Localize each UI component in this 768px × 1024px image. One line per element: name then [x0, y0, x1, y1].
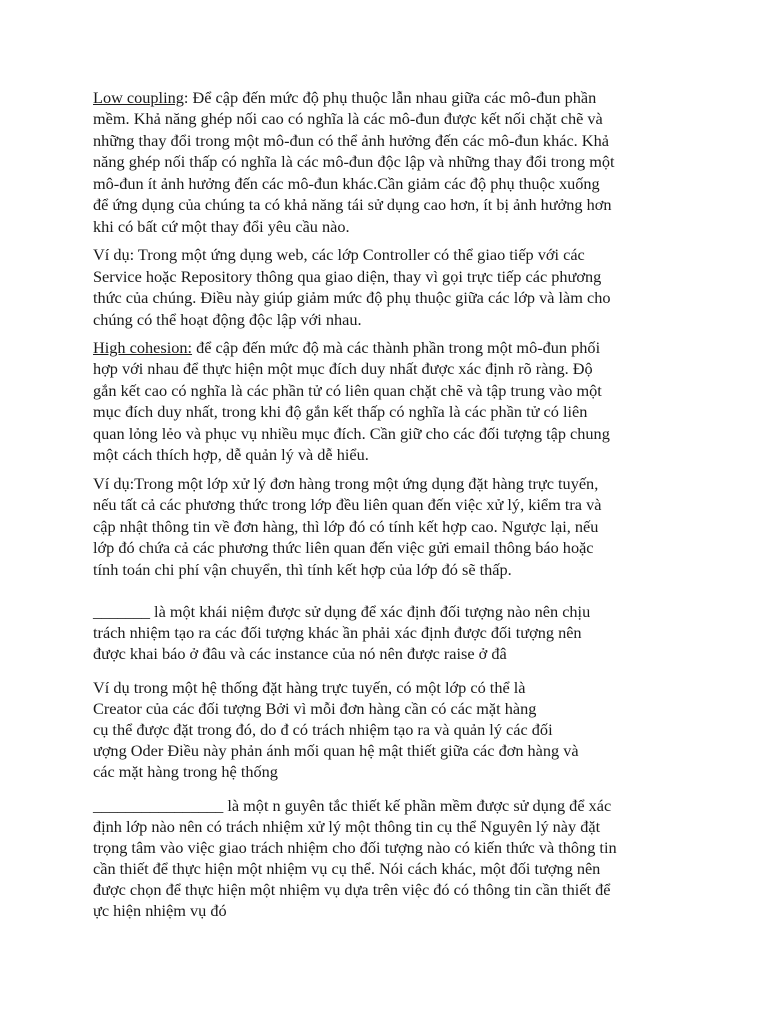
- paragraph-line: khi có bất cứ một thay đổi yêu cầu nào.: [93, 217, 350, 236]
- paragraph-line: Ví dụ trong một hệ thống đặt hàng trực tuyến, có một lớp có thể là: [93, 678, 526, 697]
- paragraph-line: quan lỏng lẻo và phục vụ nhiều mục đích. Cần giữ cho các đối tượng tập chung: [93, 424, 610, 443]
- paragraph-line: chúng có thể hoạt động độc lập với nhau.: [93, 310, 362, 329]
- paragraph-line: Ví dụ: Trong một ứng dụng web, các lớp Controller có thể giao tiếp với các: [93, 245, 585, 264]
- paragraph-line: High cohesion: để cập đến mức độ mà các thành phần trong một mô-đun phối: [93, 338, 601, 357]
- paragraph-line: định lớp nào nên có trách nhiệm xử lý một thông tin cụ thể Nguyên lý này đặt: [93, 817, 601, 836]
- paragraph-line: trọng tâm vào việc giao trách nhiệm cho đối tượng nào có kiến thức và thông tin: [93, 838, 617, 857]
- paragraph-line: gắn kết cao có nghĩa là các phần tử có liên quan chặt chẽ và tập trung vào một: [93, 381, 602, 400]
- paragraph-line: mô-đun ít ảnh hưởng đến các mô-đun khác.Cần giảm các độ phụ thuộc xuống: [93, 174, 600, 193]
- paragraph-line: một cách thích hợp, dễ quản lý và dễ hiểu.: [93, 445, 369, 464]
- paragraph-line: Service hoặc Repository thông qua giao diện, thay vì gọi trực tiếp các phương: [93, 267, 602, 286]
- paragraph-line: lớp đó chứa cả các phương thức liên quan đến việc gửi email thông báo hoặc: [93, 538, 594, 557]
- paragraph-line: cập nhật thông tin về đơn hàng, thì lớp đó có tính kết hợp cao. Ngược lại, nếu: [93, 517, 599, 536]
- paragraph-line: mềm. Khả năng ghép nối cao có nghĩa là các mô-đun được kết nối chặt chẽ và: [93, 109, 603, 128]
- paragraph-line: được chọn để thực hiện một nhiệm vụ dựa trên việc đó có thông tin cần thiết để: [93, 880, 611, 899]
- paragraph-line: để ứng dụng của chúng ta có khả năng tái sử dụng cao hơn, ít bị ảnh hưởng hơn: [93, 195, 612, 214]
- paragraph-line: cần thiết để thực hiện một nhiệm vụ cụ thể. Nói cách khác, một đối tượng nên: [93, 859, 601, 878]
- paragraph-line: năng ghép nối thấp có nghĩa là các mô-đun độc lập và những thay đổi trong một: [93, 152, 615, 171]
- paragraph-line: nếu tất cả các phương thức trong lớp đều liên quan đến việc xử lý, kiểm tra và: [93, 495, 602, 514]
- paragraph-line: được khai báo ở đâu và các instance của nó nên được raise ở đâ: [93, 644, 507, 663]
- paragraph-line: các mặt hàng trong hệ thống: [93, 762, 278, 781]
- paragraph-line: ực hiện nhiệm vụ đó: [93, 901, 227, 920]
- paragraph-line: trách nhiệm tạo ra các đối tượng khác ần phải xác định được đối tượng nên: [93, 623, 582, 642]
- term-high-cohesion: High cohesion:: [93, 338, 193, 357]
- paragraph-line: hợp với nhau để thực hiện một mục đích duy nhất được xác định rõ ràng. Độ: [93, 359, 593, 378]
- paragraph-line: thức của chúng. Điều này giúp giảm mức độ phụ thuộc giữa các lớp và làm cho: [93, 288, 611, 307]
- paragraph-line: tính toán chi phí vận chuyển, thì tính kết hợp của lớp đó sẽ thấp.: [93, 560, 512, 579]
- paragraph-line: _______ là một khái niệm được sử dụng để xác định đối tượng nào nên chịu: [93, 602, 591, 621]
- paragraph-line: ________________ là một n guyên tắc thiết kế phần mềm được sử dụng để xác: [93, 796, 612, 815]
- paragraph-line: Low coupling: Để cập đến mức độ phụ thuộc lẫn nhau giữa các mô-đun phần: [93, 88, 597, 107]
- paragraph-line: Creator của các đối tượng Bởi vì mỗi đơn hàng cần có các mặt hàng: [93, 699, 537, 718]
- paragraph-line: ượng Oder Điều này phản ánh mối quan hệ mật thiết giữa các đơn hàng và: [93, 741, 579, 760]
- paragraph-line: những thay đổi trong một mô-đun có thể ảnh hưởng đến các mô-đun khác. Khả: [93, 131, 609, 150]
- term-low-coupling: Low coupling: [93, 88, 184, 107]
- paragraph-line: cụ thể được đặt trong đó, do đ có trách nhiệm tạo ra và quản lý các đối: [93, 720, 553, 739]
- paragraph-line: mục đích duy nhất, trong khi độ gắn kết thấp có nghĩa là các phần tử có liên: [93, 402, 588, 421]
- paragraph-line: Ví dụ:Trong một lớp xử lý đơn hàng trong một ứng dụng đặt hàng trực tuyến,: [93, 474, 599, 493]
